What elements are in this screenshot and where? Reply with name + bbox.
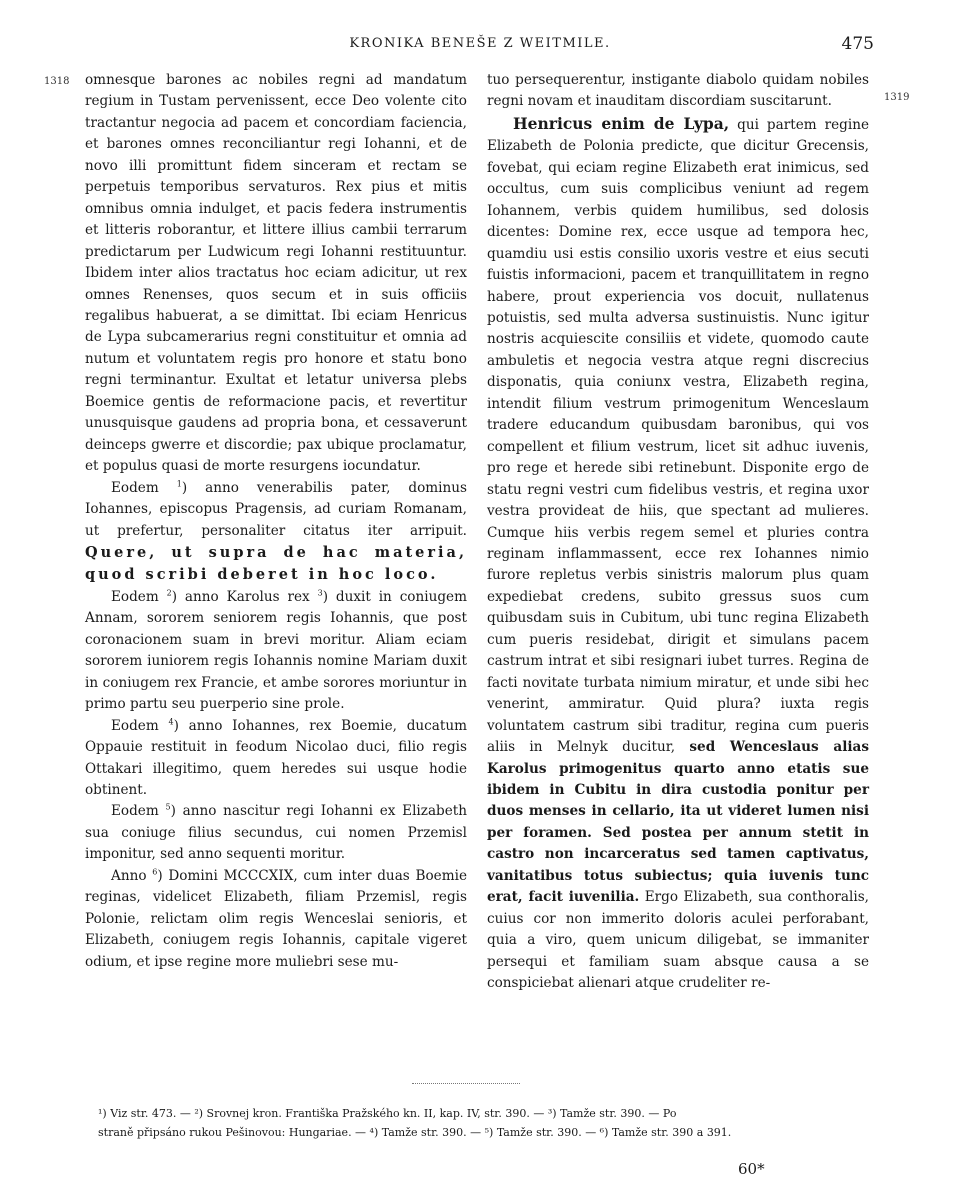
running-title: KRONIKA BENEŠE Z WEITMILE. bbox=[349, 36, 611, 51]
text-span: Eodem bbox=[111, 588, 159, 605]
text-span: Eodem bbox=[111, 479, 159, 496]
footnote-ref: 5 bbox=[165, 802, 171, 812]
paragraph: Eodem $^1$) anno venerabilis pater, dominus Iohannes, episcopus Pragensis, ad curiam Romanam, ut prefertur, personaliter citatus iter arripuit. Quere, ut supra de hac materia, quod scribi deberet in hoc loco. bbox=[85, 479, 468, 584]
paragraph: omnesque barones ac nobiles regni ad mandatum regium in Tustam pervenissent, ecce Deo volente cito tractantur negocia ad pacem et concordiam faciencia, et barones omnes reconciliantur regi Iohanni, et de novo illi promittunt fidem sinceram et rectam se perpetuis temporibus servaturos. Rex pius et mitis omnibus omnia indulget, et pacis federa instrumentis et litteris roborantur, et littere illius cambii terrarum predictarum per Ludwicum regi Iohanni restituuntur. Ibidem inter alios tractatus hoc eciam adicitur, ut rex omnes Renenses, quos secum et in suis officiis regalibus habuerat, a se dimittat. Ibi eciam Henricus de Lypa subcamerarius regni constituitur et omnia ad nutum et voluntatem regis pro honore et statu bono regni terminantur. Exultat et letatur universa plebs Boemice gentis de reformacione pacis, et revertitur unusquisque gaudens ad propria bona, et cessaverunt deinceps gwerre et discordie; pax ubique proclamatur, et populus quasi de morte resurgens iocundatur. bbox=[85, 72, 467, 475]
paragraph: Eodem $^4$) anno Iohannes, rex Boemie, ducatum Oppauie restituit in feodum Nicolao duci, filio regis Ottakari illegitimo, quem heredes sui usque hodie obtinent. bbox=[85, 717, 467, 798]
text-span: anno venerabilis pater, dominus Iohannes, episcopus Pragensis, ad curiam Romanam, ut prefertur, personaliter citatus iter arripuit. bbox=[85, 479, 468, 539]
text-span: Eodem bbox=[111, 717, 159, 734]
footnote-line: straně připsáno rukou Pešinovou: Hungariae. — ⁴) Tamže str. 390. — ⁵) Tamže str. 390. — ⁶) Tamže str. 390 a 391. bbox=[98, 1126, 732, 1139]
page-number: 475 bbox=[841, 34, 874, 54]
paragraph bbox=[487, 113, 869, 995]
left-column bbox=[85, 70, 467, 973]
paragraph: Eodem $^2$) anno Karolus rex $^3$) duxit in coniugem Annam, sororem seniorem regis Iohannis, que post coronacionem suam in brevi moritur. Aliam eciam sororem iuniorem regis Iohannis nomine Mariam duxit in coniugem rex Francie, et ambe sorores moriuntur in primo partu seu puerperio sine prole. bbox=[85, 588, 467, 713]
paragraph: Eodem $^5$) anno nascitur regi Iohanni ex Elizabeth sua coniuge filius secundus, cui nomen Przemisl imponitur, sed anno sequenti moritur. bbox=[85, 802, 468, 863]
text-span: Domini MCCCXIX, cum inter duas Boemie reginas, videlicet Elizabeth, filiam Przemisl, regis Polonie, relictam olim regis Wenceslai senioris, et Elizabeth, coniugem regis Iohannis, capitale vigeret odium, et ipse regine more muliebri sese mu- bbox=[85, 867, 467, 970]
footnote-ref: 1 bbox=[176, 479, 182, 489]
footnotes bbox=[98, 1104, 878, 1142]
paragraph: Anno $^6$) Domini MCCCXIX, cum inter duas Boemie reginas, videlicet Elizabeth, filiam Przemisl, regis Polonie, relictam olim regis Wenceslai senioris, et Elizabeth, coniugem regis Iohannis, capitale vigeret odium, et ipse regine more muliebri sese mu- bbox=[85, 867, 467, 970]
emphasized-text: Henricus enim de Lypa, bbox=[513, 113, 730, 133]
signature-mark: 60* bbox=[738, 1160, 765, 1178]
right-column bbox=[487, 70, 869, 994]
spaced-note: Quere, ut supra de hac materia, quod scribi deberet in hoc loco. bbox=[85, 543, 467, 584]
emphasized-text: sed Wenceslaus alias Karolus primogenitus quarto anno etatis sue ibidem in Cubitu in dira custodia ponitur per duos menses in cellario, ita ut videret lumen nisi per foramen. Sed postea per annum stetit in castro non incarceratus sed tamen captivatus, vanitatibus totus subiectus; quia iuvenis tunc erat, facit iuvenilia. bbox=[487, 739, 869, 906]
running-header bbox=[0, 34, 960, 58]
footnote-ref: 2 bbox=[166, 588, 172, 598]
footnote-line: ¹) Viz str. 473. — ²) Srovnej kron. Františka Pražského kn. II, kap. IV, str. 390. — ³) Tamže str. 390. — Po bbox=[98, 1107, 677, 1120]
text-span: duxit in coniugem Annam, sororem seniorem regis Iohannis, que post coronacionem suam in brevi moritur. Aliam eciam sororem iuniorem regis Iohannis nomine Mariam duxit in coniugem rex Francie, et ambe sorores moriuntur in primo partu seu puerperio sine prole. bbox=[85, 588, 467, 713]
footnote-ref: 4 bbox=[168, 717, 174, 727]
text-span: qui partem regine Elizabeth de Polonia predicte, que dicitur Grecensis, fovebat, qui eciam regine Elizabeth erat inimicus, sed occultus, cum suis complicibus veniunt ad regem Iohannem, verbis quidem humilibus, sed dolosis dicentes: Domine rex, ecce usque ad tempora hec, quamdiu usi estis consilio uxoris vestre et eius secuti fuistis informacioni, pacem et tranquillitatem in regno habere, prout experiencia vos docuit, nullatenus potuistis, sed multa adversa sustinuistis. Nunc igitur nostris acquiescite consiliis et videte, quomodo caute ambuletis et negocia vestra atque regni discrecius disponatis, quia coniunx vestra, Elizabeth regina, intendit filium vestrum primogenitum Wenceslaum tradere educandum quibusdam baronibus, qui vos compellent et filium vestrum, licet sit adhuc iuvenis, pro rege et herede sibi retinebunt. Disponite ergo de statu regni vestri cum fidelibus vestris, et regina uxor vestra provideat de hiis, que spectant ad mulieres. Cumque hiis verbis regem semel et pluries contra reginam inflammassent, ecce rex Iohannes nimio furore repletus verbis sinistris malorum plus quam expediebat credens, subito gressus suos cum quibusdam suis in Cubitum, ubi tunc regina Elizabeth cum pueris residebat, dirigit et simulans pacem castrum intrat et sibi resignari iubet turres. Regina de facti novitate turbata nimium miratur, et unde sibi hec venerint, ammiratur. Quid plura? iuxta regis voluntatem castrum sibi traditur, regina cum pueris aliis in Melnyk ducitur, bbox=[487, 116, 870, 756]
text-span: Anno bbox=[111, 867, 147, 884]
paragraph: tuo persequerentur, instigante diabolo quidam nobiles regni novam et inauditam discordiam suscitarunt. bbox=[487, 72, 869, 110]
text-span: anno Karolus rex bbox=[184, 588, 310, 605]
text-span: Ergo Elizabeth, sua conthoralis, cuius cor non immerito doloris aculei perforabant, quia a viro, quem unicum diligebat, se immaniter persequi et familiam suam absque causa a se conspiciebat alienari atque crudeliter re- bbox=[487, 889, 870, 992]
footnote-ref: 3 bbox=[317, 588, 323, 598]
text-span: anno nascitur regi Iohanni ex Elizabeth sua coniuge filius secundus, cui nomen Przemisl imponitur, sed anno sequenti moritur. bbox=[85, 803, 468, 863]
margin-year-left: 1318 bbox=[44, 76, 70, 87]
text-span: anno Iohannes, rex Boemie, ducatum Oppauie restituit in feodum Nicolao duci, filio regis Ottakari illegitimo, quem heredes sui usque hodie obtinent. bbox=[85, 717, 467, 798]
footnote-ref: 6 bbox=[152, 867, 158, 877]
margin-year-right: 1319 bbox=[884, 92, 910, 103]
footnote-divider bbox=[412, 1083, 520, 1084]
text-span: Eodem bbox=[111, 803, 159, 820]
